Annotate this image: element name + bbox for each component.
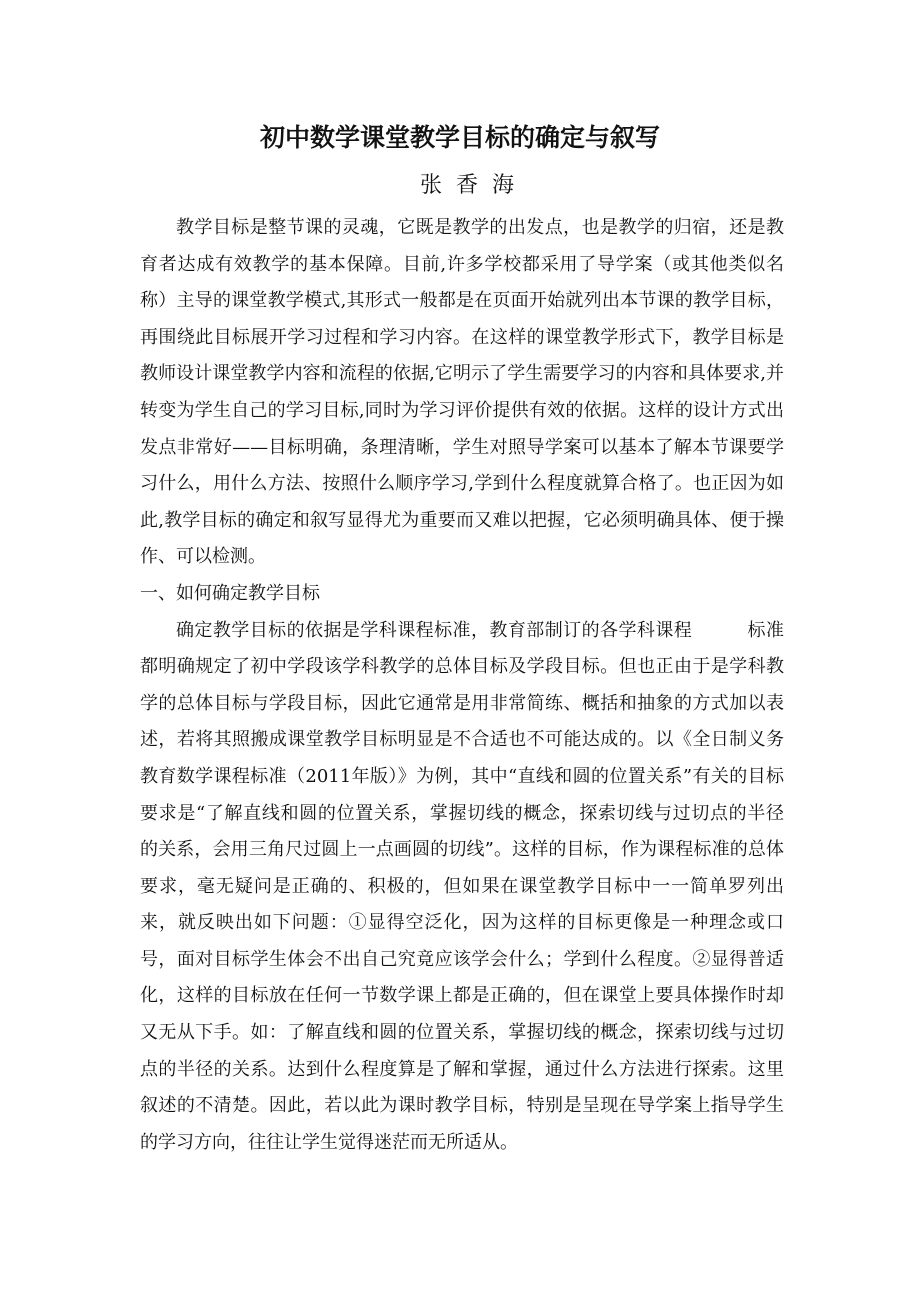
section-heading: 一、如何确定教学目标 <box>140 582 320 604</box>
intro-paragraph: 教学目标是整节课的灵魂，它既是教学的出发点，也是教学的归宿，还是教育者达成有效教学的基本保障。目前,许多学校都采用了导学案（或其他类似名称）主导的课堂教学模式,其形式一般都是在页面开始就列出本节课的教学目标，再围绕此目标展开学习过程和学习内容。在这样的课堂教学形式下，教学目标是教师设计课堂教学内容和流程的依据,它明示了学生需要学习的内容和具体要求,并转变为学生自己的学习目标,同时为学习评价提供有效的依据。这样的设计方式出发点非常好——目标明确，条理清晰，学生对照导学案可以基本了解本节课要学习什么，用什么方法、按照什么顺序学习,学到什么程度就算合格了。也正因为如此,教学目标的确定和叙写显得尤为重要而又难以把握，它必须明确具体、便于操作、可以检测。 <box>140 217 784 568</box>
document-body <box>140 210 820 1161</box>
author-name: 张香海 <box>419 173 528 198</box>
document-title: 初中数学课堂教学目标的确定与叙写 <box>259 123 660 152</box>
section-paragraph: 确定教学目标的依据是学科课程标准，教育部制订的各学科课程 标准都明确规定了初中学段该学科教学的总体目标及学段目标。但也正由于是学科教学的总体目标与学段目标，因此它通常是用非常简练、概括和抽象的方式加以表述，若将其照搬成课堂教学目标明显是不合适也不可能达成的。以《全日制义务教育数学课程标准（2011年版）》为例，其中“直线和圆的位置关系”有关的目标要求是“了解直线和圆的位置关系，掌握切线的概念，探索切线与过切点的半径 的关系，会用三角尺过圆上一点画圆的切线”。这样的目标，作为课程标准的总体要求，毫无疑问是正确的、积极的，但如果在课堂教学目标中一一简单罗列出来，就反映出如下问题：①显得空泛化，因为这样的目标更像是一种理念或口号，面对目标学生体会不出自己究竟应该学会什么；学到什么程度。②显得普适化，这样的目标放在任何一节数学课上都是正确的，但在课堂上要具体操作时却又无从下手。如：了解直线和圆的位置关系，掌握切线的概念，探索切线与过切点的半径的关系。达到什么程度算是了解和掌握，通过什么方法进行探索。这里叙述的不清楚。因此，若以此为课时教学目标，特别是呈现在导学案上指导学生的学习方向，往往让学生觉得迷茫而无所适从。 <box>140 619 820 1153</box>
